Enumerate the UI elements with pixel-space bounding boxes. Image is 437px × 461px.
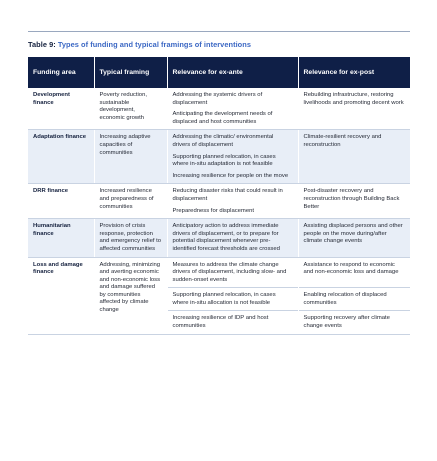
ex-post-cell: Assisting displaced persons and other people on the move during/after climate change events [298,219,410,257]
funding-area-cell: Humanitarian finance [28,219,94,257]
ex-ante-cell [167,219,298,257]
funding-area-cell: Loss and damage finance [28,257,94,334]
header-ex-ante: Relevance for ex-ante [167,57,298,88]
ex-ante-item: Measures to address the climate change drivers of displacement, including slow- and sudden-onset events [172,261,287,283]
ex-ante-item: Addressing the climatic/ environmental drivers of displacement [172,134,274,148]
ex-post-item: Assistance to respond to economic and non-economic loss and damage [303,261,399,276]
ex-ante-item: Anticipatory action to address immediate drivers of displacement, or to prepare for potential displacement whenever pre-identified forecast thresholds are crossed [172,223,280,252]
table-row [28,184,410,219]
table-title: Types of funding and typical framings of interventions [55,40,251,49]
framing-cell: Increased resilience and preparedness of communities [94,184,167,219]
ex-ante-item: Increasing resilience for people on the move [172,172,289,179]
ex-post-cell: Post-disaster recovery and reconstruction through Building Back Better [298,184,410,219]
ex-post-cell [298,257,410,334]
ex-post-cell: Rebuilding infrastructure, restoring livelihoods and promoting decent work [298,88,410,130]
funding-table [28,57,410,335]
funding-area-cell: Adaptation finance [28,130,94,184]
ex-ante-item: Supporting planned relocation, in cases where in-situ adaptation is not feasible [172,153,276,168]
framing-cell: Provision of crisis response, protection and emergency relief to affected communities [94,219,167,257]
ex-ante-cell [167,184,298,219]
ex-ante-cell [167,130,298,184]
framing-cell: Poverty reduction, sustainable development, economic growth [94,88,167,130]
table-number: Table 9: [28,40,56,49]
table-row [28,257,410,334]
framing-cell: Increasing adaptive capacities of communities [94,130,167,184]
header-ex-post: Relevance for ex-post [298,57,410,88]
funding-area-cell: DRR finance [28,184,94,219]
header-row [28,57,410,88]
top-rule [28,31,410,32]
ex-ante-item: Reducing disaster risks that could result in displacement [172,188,283,202]
ex-ante-cell [167,88,298,130]
ex-ante-item: Increasing resilience of IDP and host communities [168,310,298,333]
framing-cell: Addressing, minimizing and averting economic and non-economic loss and damage suffered by communities affected by climate change [94,257,167,334]
ex-ante-cell [167,257,298,334]
ex-ante-item: Supporting planned relocation, in cases where in-situ allocation is not feasible [168,287,298,310]
ex-ante-item: Preparedness for displacement [172,207,255,214]
ex-ante-item: Addressing the systemic drivers of displacement [172,92,263,106]
table-row [28,219,410,257]
table-row [28,130,410,184]
header-funding-area: Funding area [28,57,94,88]
table-caption [28,40,410,49]
funding-area-cell: Development finance [28,88,94,130]
ex-post-item: Supporting recovery after climate change events [299,310,411,333]
table-row [28,88,410,130]
ex-post-item: Enabling relocation of displaced communities [299,287,411,310]
header-typical-framing: Typical framing [94,57,167,88]
ex-ante-item: Anticipating the development needs of displaced and host communities [172,111,273,125]
ex-post-cell: Climate-resilient recovery and reconstruction [298,130,410,184]
